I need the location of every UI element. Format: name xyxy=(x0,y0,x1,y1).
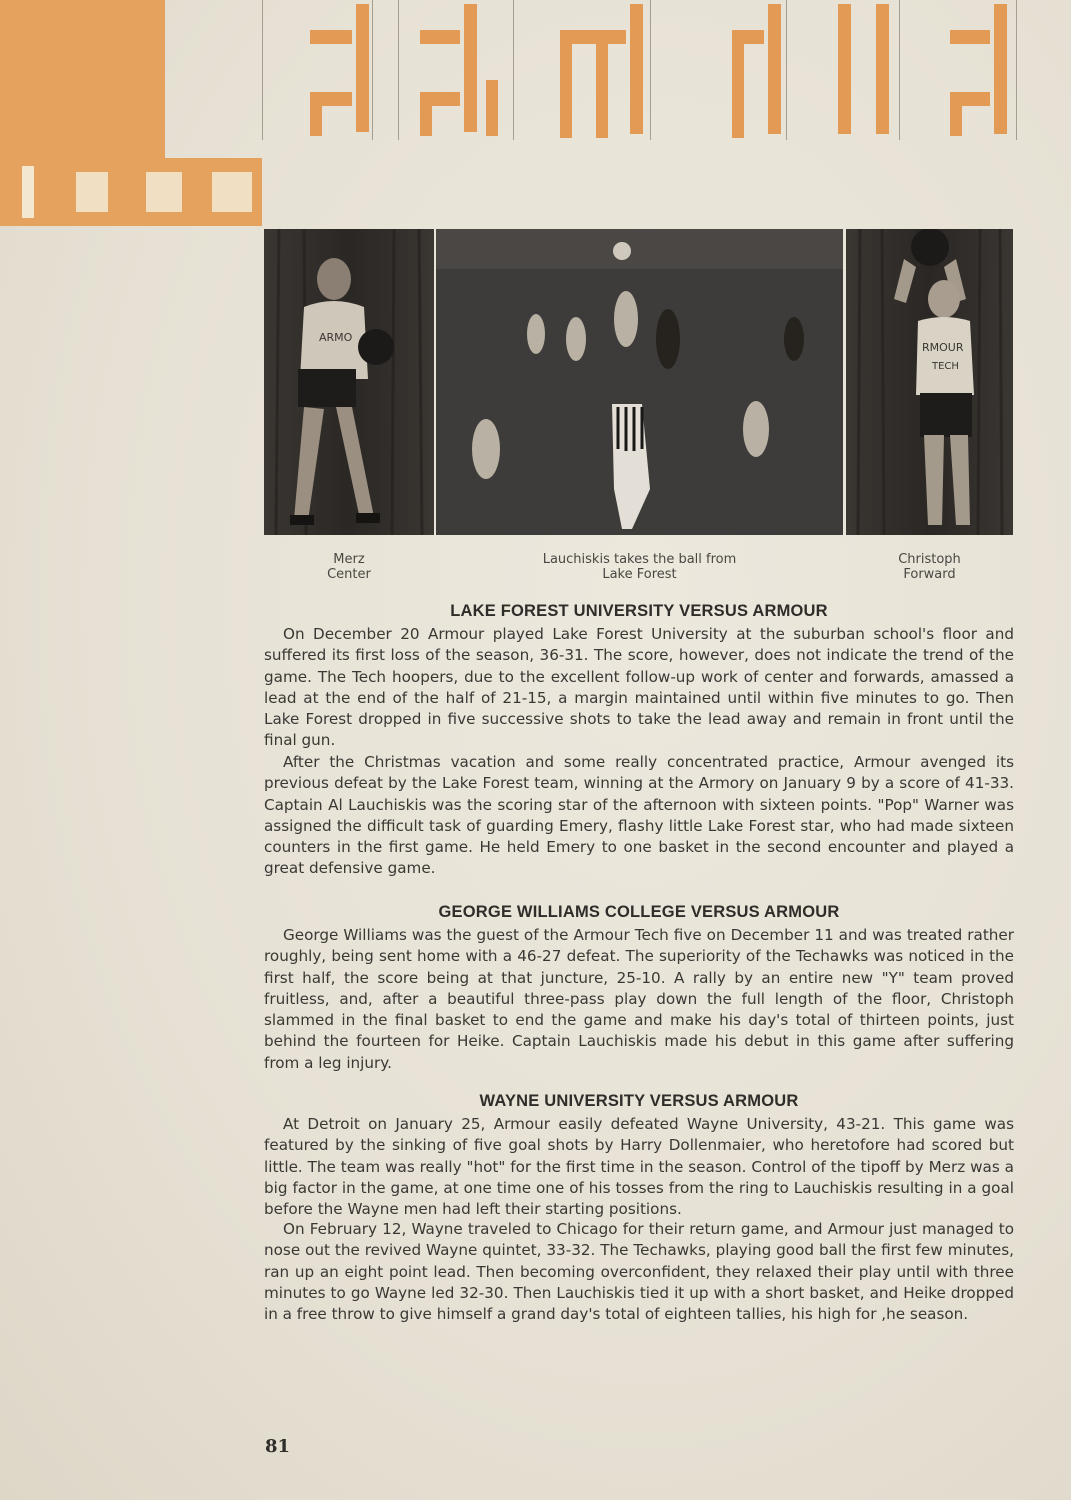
caption-line: Merz xyxy=(333,552,365,567)
caption-game-action xyxy=(436,552,843,582)
divider-line xyxy=(513,0,514,140)
divider-line xyxy=(398,0,399,140)
year-digit-shape xyxy=(212,172,252,212)
section-title-george-williams: GEORGE WILLIAMS COLLEGE VERSUS ARMOUR xyxy=(438,903,840,921)
christoph-photo xyxy=(846,229,1013,535)
year-digit-shape xyxy=(146,172,182,212)
divider-line xyxy=(1016,0,1017,140)
caption-merz xyxy=(264,552,434,582)
section-title-wayne: WAYNE UNIVERSITY VERSUS ARMOUR xyxy=(479,1092,799,1110)
year-color-block xyxy=(0,0,165,158)
divider-line xyxy=(650,0,651,140)
paragraph: At Detroit on January 25, Armour easily defeated Wayne University, 43-21. This game was featured by the sinking of five goal shots by Harry Dollenmaier, who heretofore had scored but little. The team was really "hot" for the first time in the season. Control of the tipoff by Merz was a big factor in the game, at one time one of his tosses from the ring to Lauchiskis resulting in a goal before the Wayne men had left their starting positions. xyxy=(264,1115,1014,1219)
divider-line xyxy=(786,0,787,140)
year-digit-shape xyxy=(22,166,34,218)
decorative-header xyxy=(0,0,1071,230)
svg-text:RMOUR: RMOUR xyxy=(922,341,964,354)
svg-text:ARMO: ARMO xyxy=(319,331,353,344)
divider-line xyxy=(262,0,263,140)
paragraph: On February 12, Wayne traveled to Chicago for their return game, and Armour just managed to nose out the revived Wayne quintet, 33-32. The Techawks, playing good ball the first few minutes, ran up an eight point lead. Then becoming overconfident, they relaxed their play until with three minutes to go Wayne led 32-30. Then Lauchiskis tied it up with a short basket, and Heike dropped in a free throw to give himself a grand day's total of eighteen tallies, his high for ,he season. xyxy=(264,1220,1014,1324)
caption-line: Lake Forest xyxy=(602,567,677,582)
paragraph: After the Christmas vacation and some really concentrated practice, Armour avenged its previous defeat by the Lake Forest team, winning at the Armory on January 9 by a score of 41-33. Captain Al Lauchiskis was the scoring star of the afternoon with sixteen points. "Pop" Warner was assigned the difficult task of guarding Emery, flashy little Lake Forest star, who had made sixteen counters in the first game. He held Emery to one basket in the second encounter and played a great defensive game. xyxy=(264,753,1014,878)
paragraph: On December 20 Armour played Lake Forest University at the suburban school's floor and suffered its first loss of the season, 36-31. The score, however, does not indicate the trend of the game. The Tech hoopers, due to the excellent follow-up work of center and forwards, amassed a lead at the end of the half of 21-15, a margin maintained until within five minutes to go. Then Lake Forest dropped in five successive shots to take the lead away and remain in front until the final gun. xyxy=(264,625,1014,750)
caption-line: Lauchiskis takes the ball from xyxy=(542,552,737,567)
caption-christoph xyxy=(846,552,1013,582)
year-banner xyxy=(0,158,262,226)
merz-photo xyxy=(264,229,434,535)
divider-line xyxy=(899,0,900,140)
divider-line xyxy=(372,0,373,140)
svg-text:TECH: TECH xyxy=(932,361,959,372)
caption-line: Forward xyxy=(903,567,956,582)
caption-line: Center xyxy=(327,567,371,582)
page-number: 81 xyxy=(265,1436,291,1457)
section-title-lake-forest: LAKE FOREST UNIVERSITY VERSUS ARMOUR xyxy=(450,602,828,620)
paragraph: George Williams was the guest of the Armour Tech five on December 11 and was treated rather roughly, being sent home with a 46-27 defeat. The superiority of the Techawks was noticed in the first half, the score being at that juncture, 25-10. A rally by an entire new "Y" team proved fruitless, and, after a beautiful three-pass play down the full length of the floor, Christoph slammed in the final basket to end the game and make his day's total of thirteen points, just behind the fourteen for Heike. Captain Lauchiskis made his debut in this game after suffering from a leg injury. xyxy=(264,926,1014,1072)
caption-line: Christoph xyxy=(898,552,961,567)
year-digit-shape xyxy=(76,172,108,212)
game-action-photo xyxy=(436,229,843,535)
